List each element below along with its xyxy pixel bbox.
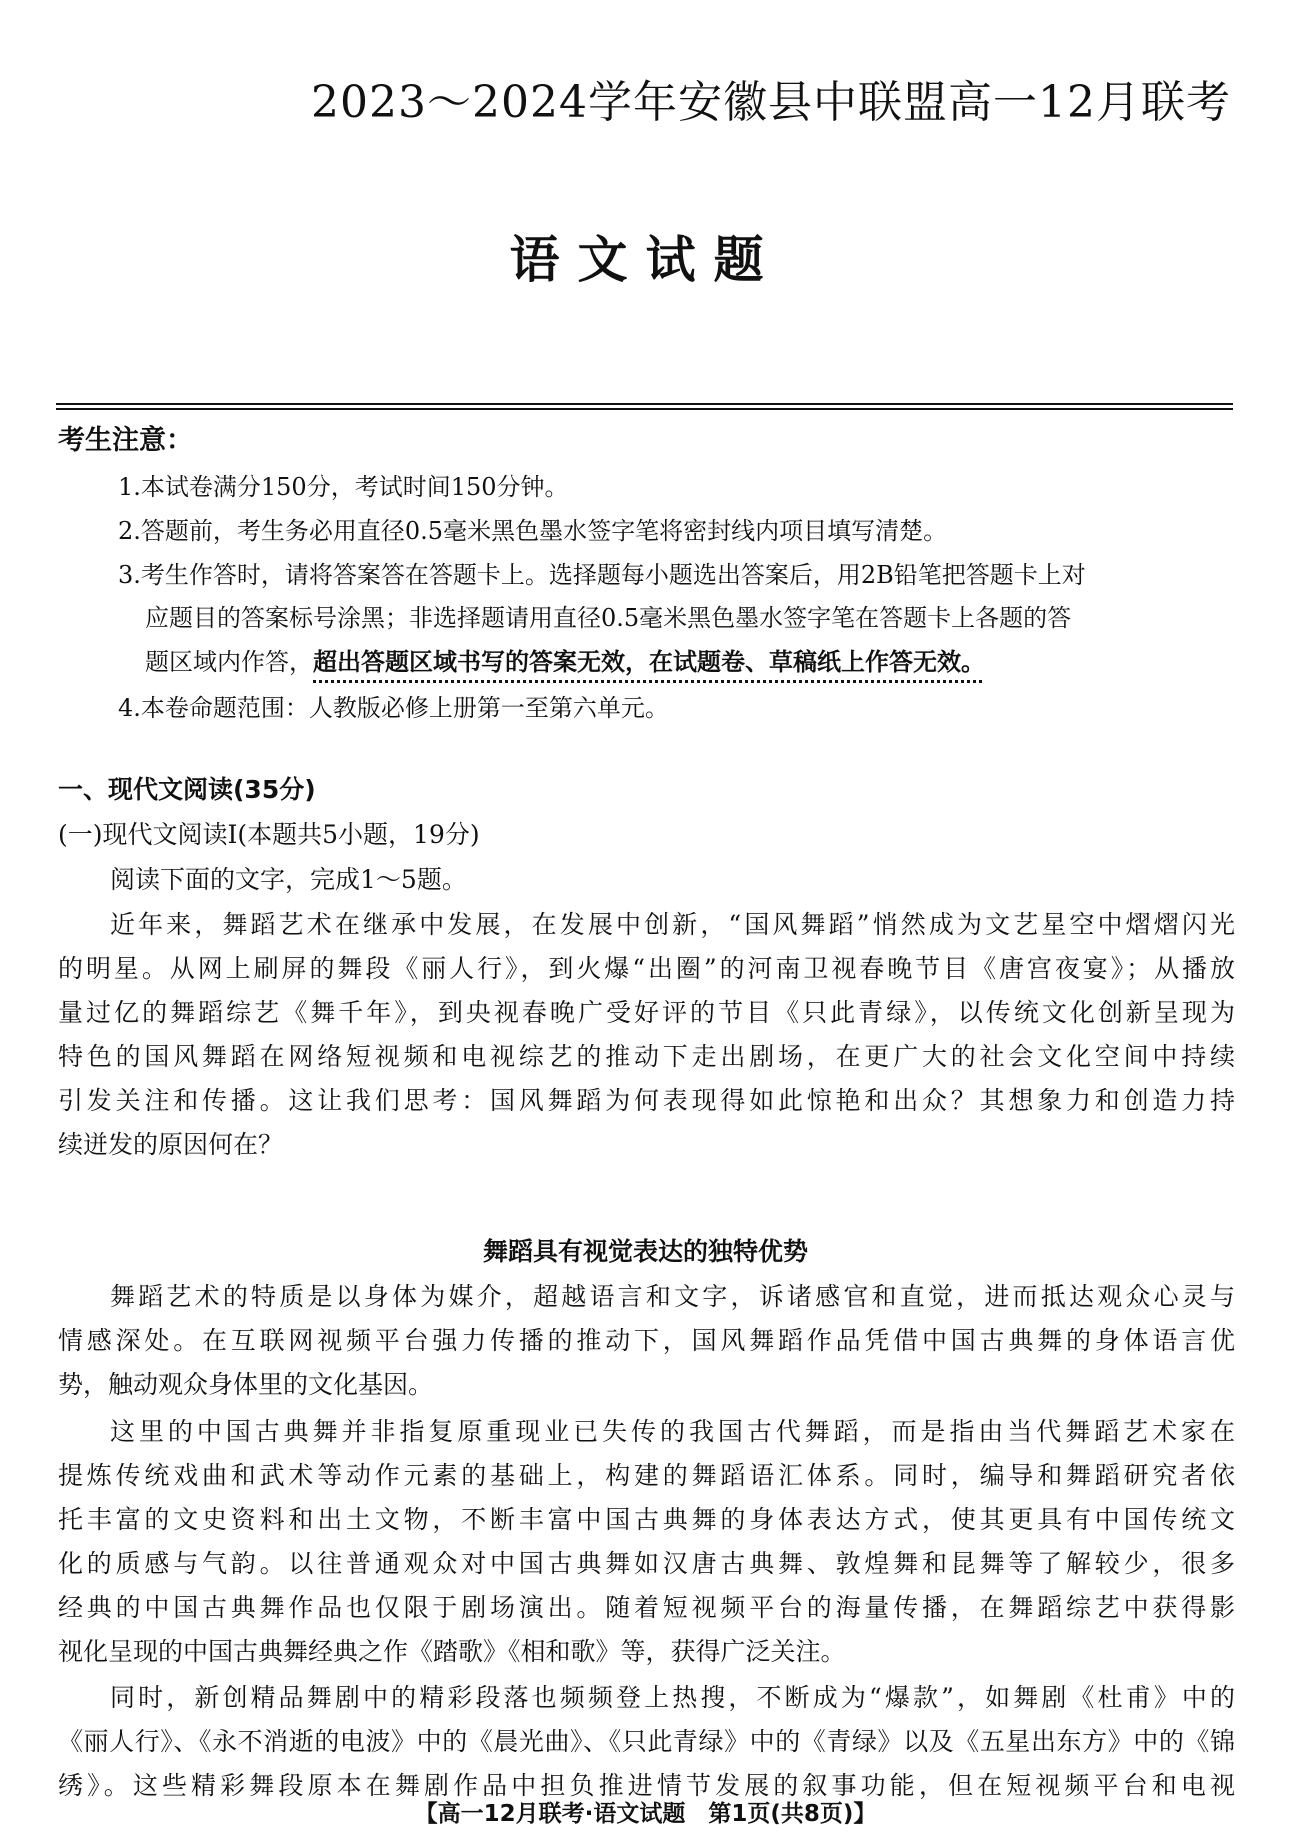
notice-heading: 考生注意： — [58, 425, 193, 456]
paragraph-line: 的明星。从网上刷屏的舞段《丽人行》，到火爆“出圈”的河南卫视春晚节目《唐宫夜宴》；从播放 — [58, 954, 1235, 983]
passage-heading: 舞蹈具有视觉表达的独特优势 — [482, 1237, 808, 1266]
divider-line — [56, 408, 1233, 410]
notice-item: 2.答题前，考生务必用直径0.5毫米黑色墨水签字笔将密封线内项目填写清楚。 — [118, 517, 948, 545]
paragraph-line: 量过亿的舞蹈综艺《舞千年》，到央视春晚广受好评的节目《只此青绿》，以传统文化创新呈现为 — [58, 998, 1235, 1027]
paragraph-line: 《丽人行》、《永不消逝的电波》中的《晨光曲》、《只此青绿》中的《青绿》以及《五星出东方》中的《锦 — [58, 1727, 1235, 1756]
paragraph-line: 绣》。这些精彩舞段原本在舞剧作品中担负推进情节发展的叙事功能，但在短视频平台和电视 — [58, 1771, 1235, 1800]
paragraph-line: 情感深处。在互联网视频平台强力传播的推动下，国风舞蹈作品凭借中国古典舞的身体语言优 — [58, 1326, 1235, 1355]
page-footer: 【高一12月联考·语文试题 第1页(共8页)】 — [414, 1801, 877, 1827]
section-title: 一、现代文阅读(35分) — [58, 775, 316, 804]
divider-line — [56, 403, 1233, 405]
reading-instruction: 阅读下面的文字，完成1～5题。 — [110, 865, 467, 894]
notice-item: 3.考生作答时，请将答案答在答题卡上。选择题每小题选出答案后，用2B铅笔把答题卡上对 — [118, 561, 1086, 589]
paragraph-line: 提炼传统戏曲和武术等动作元素的基础上，构建的舞蹈语汇体系。同时，编导和舞蹈研究者依 — [58, 1461, 1235, 1490]
exam-title: 2023～2024学年安徽县中联盟高一12月联考 — [311, 77, 1231, 128]
notice-item: 1.本试卷满分150分，考试时间150分钟。 — [118, 473, 569, 501]
notice-emphasis: 超出答题区域书写的答案无效，在试题卷、草稿纸上作答无效。 — [313, 648, 985, 676]
paragraph-line: 这里的中国古典舞并非指复原重现业已失传的我国古代舞蹈，而是指由当代舞蹈艺术家在 — [110, 1417, 1235, 1446]
paragraph-line: 经典的中国古典舞作品也仅限于剧场演出。随着短视频平台的海量传播，在舞蹈综艺中获得影 — [58, 1593, 1235, 1622]
paragraph-line: 视化呈现的中国古典舞经典之作《踏歌》《相和歌》等，获得广泛关注。 — [58, 1637, 846, 1666]
notice-item: 应题目的答案标号涂黑；非选择题请用直径0.5毫米黑色墨水签字笔在答题卡上各题的答 — [145, 604, 1072, 632]
notice-item: 4.本卷命题范围：人教版必修上册第一至第六单元。 — [118, 694, 669, 722]
paragraph-line: 化的质感与气韵。以往普通观众对中国古典舞如汉唐古典舞、敦煌舞和昆舞等了解较少，很多 — [58, 1549, 1235, 1578]
paragraph-line: 舞蹈艺术的特质是以身体为媒介，超越语言和文字，诉诸感官和直觉，进而抵达观众心灵与 — [110, 1282, 1235, 1311]
paragraph-line: 托丰富的文史资料和出土文物，不断丰富中国古典舞的身体表达方式，使其更具有中国传统文 — [58, 1505, 1235, 1534]
paragraph-line: 近年来，舞蹈艺术在继承中发展，在发展中创新，“国风舞蹈”悄然成为文艺星空中熠熠闪光 — [110, 910, 1235, 939]
notice-item-text: 题区域内作答， — [145, 648, 313, 676]
paragraph-line: 同时，新创精品舞剧中的精彩段落也频频登上热搜，不断成为“爆款”，如舞剧《杜甫》中的 — [110, 1683, 1235, 1712]
subject-title: 语文试题 — [509, 231, 782, 289]
notice-item — [145, 642, 985, 677]
paragraph-line: 引发关注和传播。这让我们思考：国风舞蹈为何表现得如此惊艳和出众？其想象力和创造力持 — [58, 1086, 1235, 1115]
paragraph-line: 续迸发的原因何在？ — [58, 1130, 284, 1159]
paragraph-line: 特色的国风舞蹈在网络短视频和电视综艺的推动下走出剧场，在更广大的社会文化空间中持续 — [58, 1042, 1235, 1071]
paragraph-line: 势，触动观众身体里的文化基因。 — [58, 1370, 434, 1399]
subsection-title: (一)现代文阅读Ⅰ(本题共5小题，19分) — [58, 820, 480, 849]
